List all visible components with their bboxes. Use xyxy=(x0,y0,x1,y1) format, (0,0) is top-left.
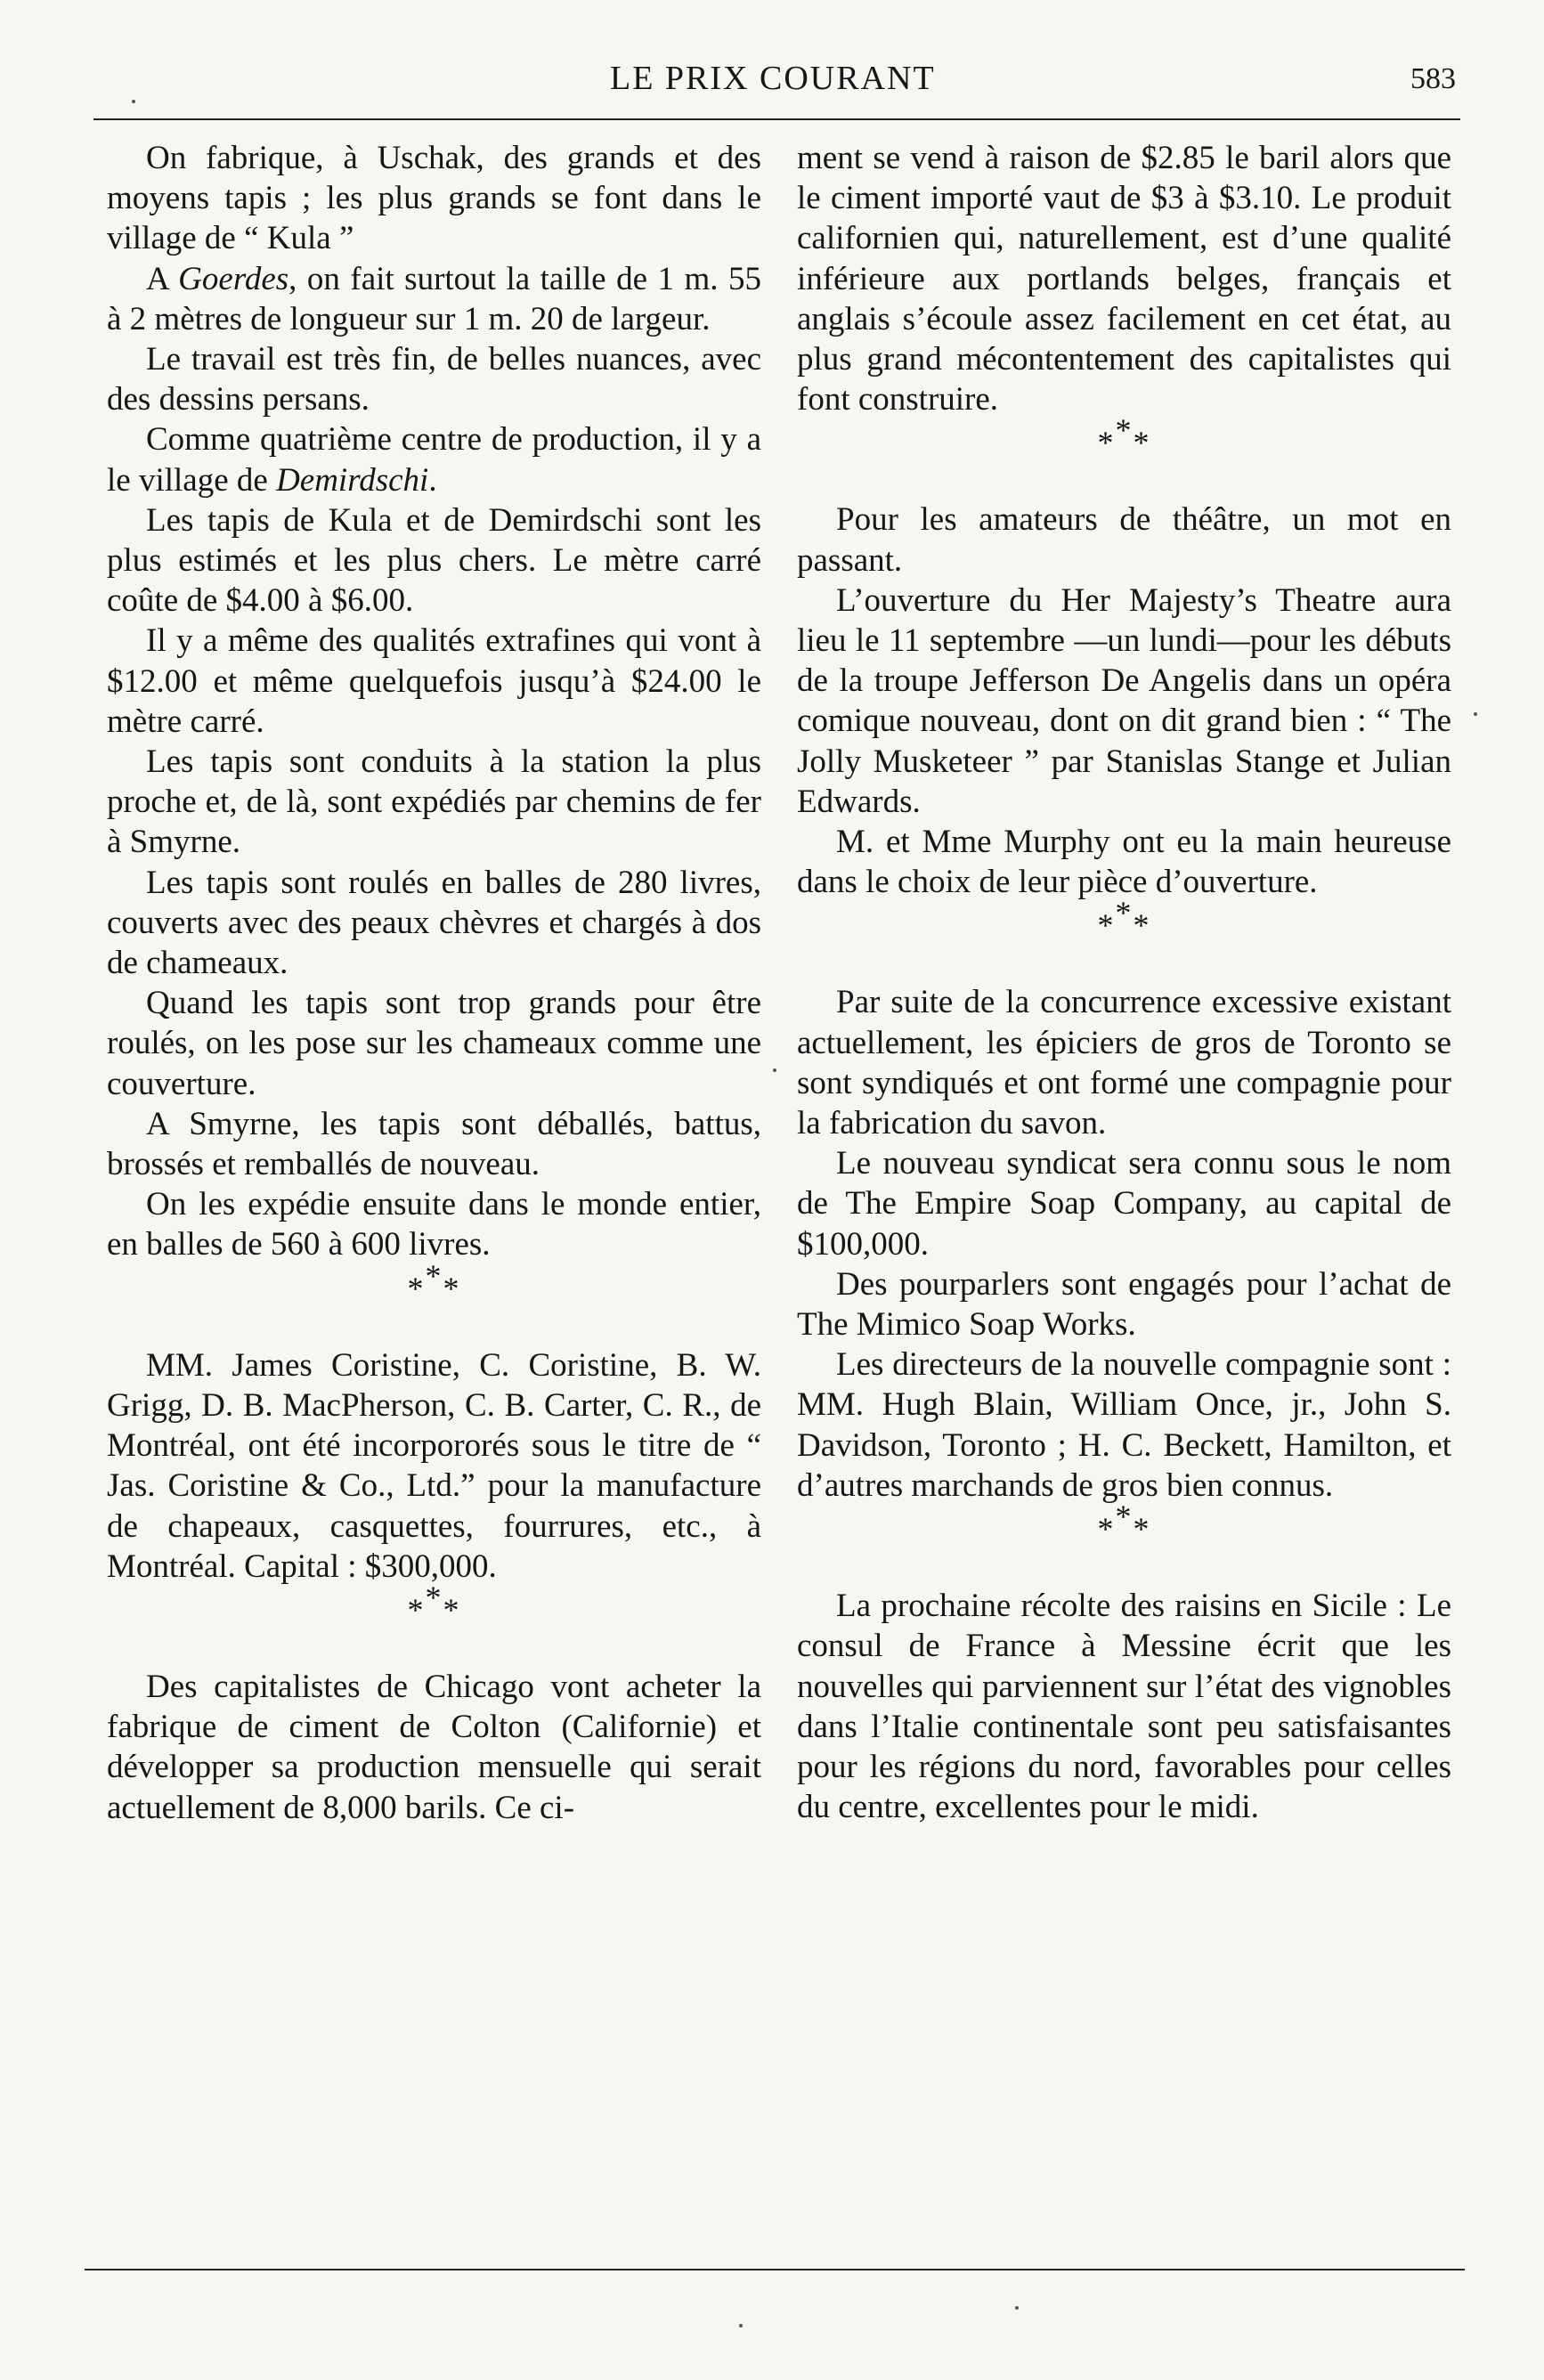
paragraph-text: A xyxy=(146,260,179,297)
running-title: LE PRIX COURANT xyxy=(610,60,936,97)
print-speck xyxy=(739,2324,743,2327)
print-speck xyxy=(773,1068,776,1072)
paragraph-text: . xyxy=(428,461,437,499)
paragraph: MM. James Coristine, C. Coristine, B. W. Grigg, D. B. MacPherson, C. B. Carter, C. R., de Montréal, ont été incorpororés sous le titre de “ Jas. Coristine & Co., Ltd.” pour la manufacture de chapeaux, casquettes, fourrures, etc., à Montréal. Capital : $300,000. xyxy=(107,1346,761,1585)
paragraph: A Smyrne, les tapis sont déballés, battus, brossés et remballés de nouveau. xyxy=(107,1105,761,1183)
right-column xyxy=(797,138,1451,1827)
footer-rule xyxy=(85,2269,1465,2270)
paragraph: M. et Mme Murphy ont eu la main heureuse dans le choix de leur pièce d’ouverture. xyxy=(797,824,1451,901)
paragraph: On les expédie ensuite dans le monde entier, en balles de 560 à 600 livres. xyxy=(107,1186,761,1263)
section-separator: *** xyxy=(407,1257,461,1306)
paragraph: La prochaine récolte des raisins en Sicile : Le consul de France à Messine écrit que les nouvelles qui parviennent sur l’état des vignobles dans l’Italie continentale sont peu satisfaisantes pour les régions du nord, favorables pour celles du centre, excellentes pour le midi. xyxy=(797,1588,1451,1826)
paragraph: Par suite de la concurrence excessive existant actuellement, les épiciers de gros de Toronto se sont syndiqués et ont formé une compagnie pour la fabrication du savon. xyxy=(797,984,1451,1142)
paragraph: Le travail est très fin, de belles nuances, avec des dessins persans. xyxy=(107,341,761,418)
paragraph: On fabrique, à Uschak, des grands et des moyens tapis ; les plus grands se font dans le village de “ Kula ” xyxy=(107,140,761,257)
page-header xyxy=(98,55,1456,109)
left-column xyxy=(107,138,761,1828)
paragraph: Le nouveau syndicat sera connu sous le nom de The Empire Soap Company, au capital de $100,000. xyxy=(797,1145,1451,1263)
paragraph: Il y a même des qualités extrafines qui vont à $12.00 et même quelquefois jusqu’à $24.00 le mètre carré. xyxy=(107,622,761,740)
print-speck xyxy=(1474,712,1477,716)
section-separator: *** xyxy=(1097,895,1151,944)
print-speck xyxy=(1015,2306,1019,2310)
paragraph xyxy=(107,419,761,500)
paragraph: Les tapis de Kula et de Demirdschi sont les plus estimés et les plus chers. Le mètre carré coûte de $4.00 à $6.00. xyxy=(107,501,761,620)
header-rule xyxy=(93,118,1460,120)
paragraph: ment se vend à raison de $2.85 le baril alors que le ciment importé vaut de $3 à $3.10. Le produit californien qui, naturellement, est d’une qualité inférieure aux portlands belges, français et anglais s’écoule assez facilement en cet état, au plus grand mécontentement des capitalistes qui font construire. xyxy=(797,140,1451,418)
paragraph: Pour les amateurs de théâtre, un mot en passant. xyxy=(797,501,1451,579)
paragraph: Les tapis sont conduits à la station la plus proche et, de là, sont expédiés par chemins de fer à Smyrne. xyxy=(107,743,761,861)
section-separator: *** xyxy=(1097,1499,1151,1547)
paragraph: Quand les tapis sont trop grands pour être roulés, on les pose sur les chameaux comme une couverture. xyxy=(107,985,761,1102)
paragraph: Les directeurs de la nouvelle compagnie sont : MM. Hugh Blain, William Once, jr., John S. Davidson, Toronto ; H. C. Beckett, Hamilton, et d’autres marchands de gros bien connus. xyxy=(797,1346,1451,1504)
place-name: Demirdschi xyxy=(276,461,429,499)
paragraph-text: , on fait surtout la taille de 1 m. 55 à 2 mètres de longueur sur 1 m. 20 de largeur. xyxy=(107,260,761,337)
paragraph: Des capitalistes de Chicago vont acheter la fabrique de ciment de Colton (Californie) et développer sa production mensuelle qui serait actuellement de 8,000 barils. Ce ci- xyxy=(107,1668,761,1826)
paragraph: L’ouverture du Her Majesty’s Theatre aura lieu le 11 septembre —un lundi—pour les débuts de la troupe Jefferson De Angelis dans un opéra comique nouveau, dont on dit grand bien : “ The Jolly Musketeer ” par Stanislas Stange et Julian Edwards. xyxy=(797,581,1451,820)
paragraph-text: Comme quatrième centre de production, il y a le village de xyxy=(107,421,761,499)
print-speck xyxy=(132,100,135,103)
paragraph xyxy=(107,259,761,339)
paragraph: Des pourparlers sont engagés pour l’achat de The Mimico Soap Works. xyxy=(797,1265,1451,1344)
section-separator: *** xyxy=(1097,412,1151,461)
paragraph: Les tapis sont roulés en balles de 280 livres, couverts avec des peaux chèvres et chargés à dos de chameaux. xyxy=(107,864,761,982)
page-number: 583 xyxy=(1410,62,1456,95)
section-separator: *** xyxy=(407,1579,461,1628)
place-name: Goerdes xyxy=(178,260,289,297)
